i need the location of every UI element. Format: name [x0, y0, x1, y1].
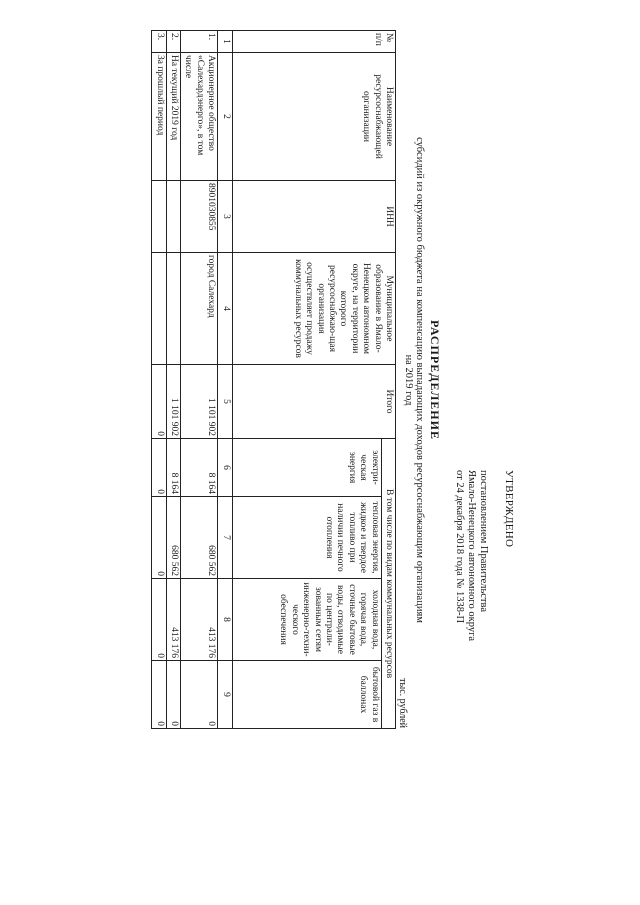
- cell-water: 0: [152, 579, 166, 661]
- approval-line-2: Ямало-Ненецкого автономного округа: [466, 470, 477, 642]
- cell-inn: [166, 181, 180, 253]
- cell-total: 1 101 902: [180, 365, 217, 439]
- header-inn: ИНН: [232, 181, 395, 253]
- cell-heat: 680 562: [180, 497, 217, 579]
- table-row: [152, 31, 166, 729]
- cell-heat: 0: [152, 497, 166, 579]
- approval-line-1: постановлением Правительства: [478, 470, 489, 613]
- table-row: [166, 31, 180, 729]
- col-number: 1: [218, 31, 232, 53]
- document-heading: [403, 30, 442, 730]
- unit-label: тыс. рублей: [397, 678, 408, 728]
- col-number: 3: [218, 181, 232, 253]
- col-number: 9: [218, 661, 232, 729]
- cell-total: 0: [152, 365, 166, 439]
- col-number: 4: [218, 253, 232, 365]
- cell-water: 413 176: [180, 579, 217, 661]
- col-number: 2: [218, 53, 232, 181]
- header-total: Итого: [232, 365, 395, 439]
- approval-block: [453, 470, 515, 710]
- header-name: Наименование ресурсоснабжающей организации: [232, 53, 395, 181]
- rotated-page: [120, 30, 520, 730]
- cell-municipality: город Салехард: [180, 253, 217, 365]
- cell-electric: 8 164: [166, 439, 180, 497]
- cell-municipality: [152, 253, 166, 365]
- col-number: 8: [218, 579, 232, 661]
- cell-gas: 0: [166, 661, 180, 729]
- table-header-row: [381, 31, 395, 729]
- header-num: № п/п: [232, 31, 395, 53]
- header-municipality: Муниципальное образование в Ямало-Ненецком автономном округе, на территории которого ресурсоснабжаю-щая организация осуществляет продажу коммунальных ресурсов: [232, 253, 395, 365]
- col-number: 6: [218, 439, 232, 497]
- document-year: на 2019 год: [403, 354, 414, 406]
- col-number: 7: [218, 497, 232, 579]
- column-numbers-row: [218, 31, 232, 729]
- approval-line-3: от 24 декабря 2018 года № 1338-П: [454, 470, 465, 624]
- cell-total: 1 101 902: [166, 365, 180, 439]
- cell-gas: 0: [180, 661, 217, 729]
- cell-num: 2.: [166, 31, 180, 53]
- table-row: [180, 31, 217, 729]
- cell-name: На текущий 2019 год: [166, 53, 180, 181]
- cell-num: 3.: [152, 31, 166, 53]
- cell-water: 413 176: [166, 579, 180, 661]
- approval-title: УТВЕРЖДЕНО: [503, 470, 515, 548]
- cell-name: Акционерное общество «Салехардэнерго», в том числе: [180, 53, 217, 181]
- document-subtitle: субсидий из окружного бюджета на компенсацию выпадающих доходов ресурсоснабжающим организациям: [414, 137, 425, 623]
- header-water: холодная вода, горячая вода, сточные бытовые воды, отводимые по централи-зованным сетям инженерно-техни-ческого обеспечения: [232, 579, 381, 661]
- cell-electric: 0: [152, 439, 166, 497]
- cell-municipality: [166, 253, 180, 365]
- cell-name: За прошлый период: [152, 53, 166, 181]
- cell-heat: 680 562: [166, 497, 180, 579]
- header-group: В том числе по видам коммунальных ресурсов: [381, 439, 395, 729]
- subsidy-table: [151, 30, 396, 729]
- header-electric: электри-ческая энергия: [232, 439, 381, 497]
- document-title: РАСПРЕДЕЛЕНИЕ: [428, 320, 442, 440]
- header-gas: бытовой газ в баллонах: [232, 661, 381, 729]
- cell-inn: [152, 181, 166, 253]
- header-heat: тепловая энергия, жидкое и твердое топливо при наличии печного отопления: [232, 497, 381, 579]
- cell-gas: 0: [152, 661, 166, 729]
- cell-inn: 8901030855: [180, 181, 217, 253]
- cell-electric: 8 164: [180, 439, 217, 497]
- col-number: 5: [218, 365, 232, 439]
- cell-num: 1.: [180, 31, 217, 53]
